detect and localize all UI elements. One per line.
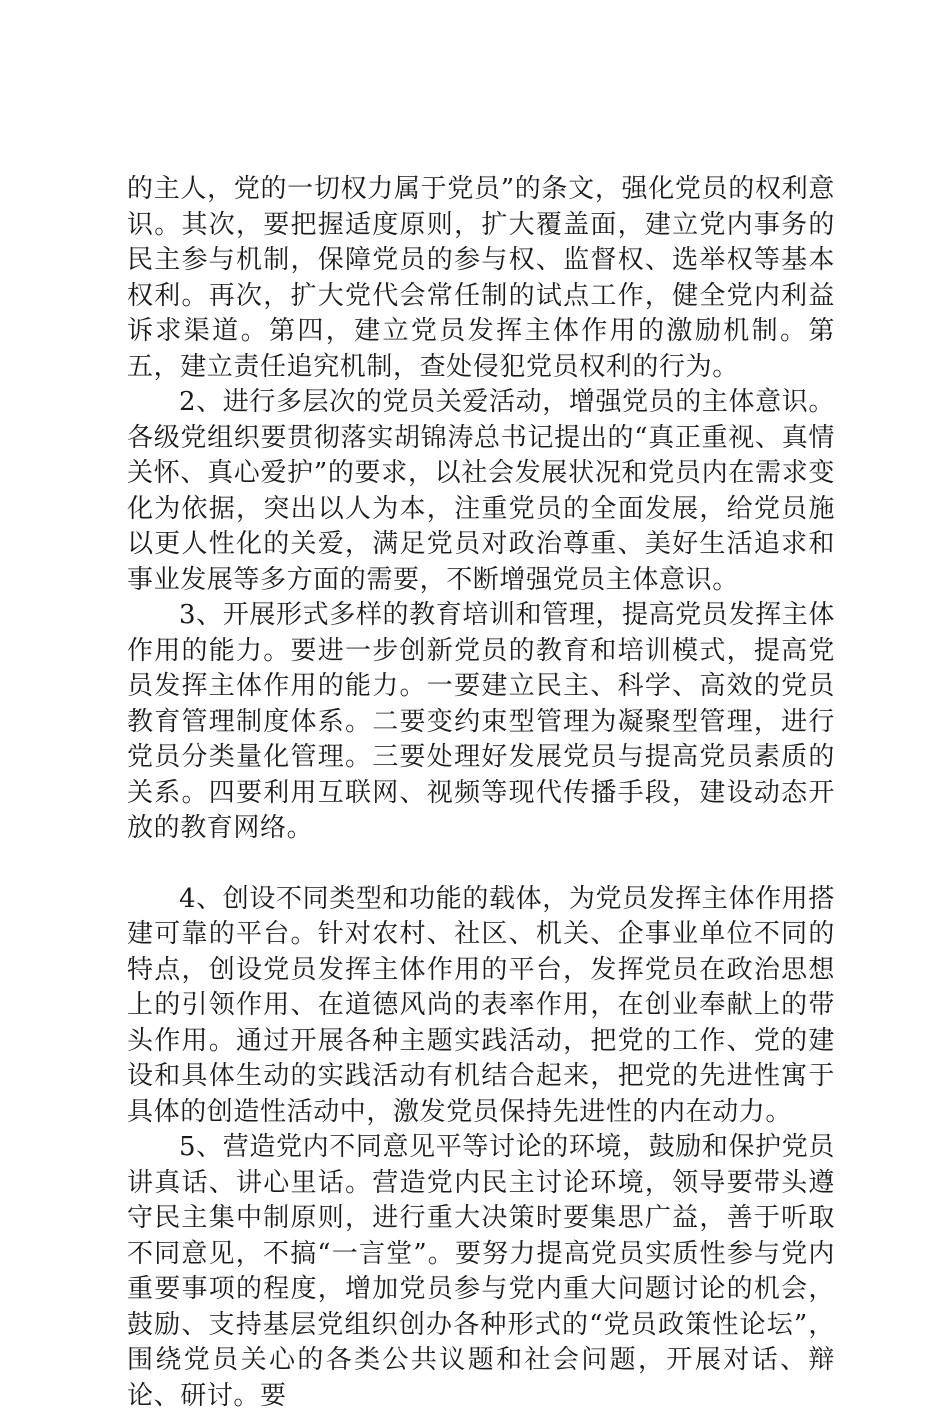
paragraph-item-2: 2、进行多层次的党员关爱活动，增强党员的主体意识。各级党组织要贯彻落实胡锦涛总书记提出的“真正重视、真情关怀、真心爱护”的要求，以社会发展状况和党员内在需求变化为依据，突出以人为本，注重党员的全面发展，给党员施以更人性化的关爱，满足党员对政治尊重、美好生活追求和事业发展等多方面的需要，不断增强党员主体意识。 xyxy=(127,387,835,595)
paragraph-item-3: 3、开展形式多样的教育培训和管理，提高党员发挥主体作用的能力。要进一步创新党员的教育和培训模式，提高党员发挥主体作用的能力。一要建立民主、科学、高效的党员教育管理制度体系。二要变约束型管理为凝聚型管理，进行党员分类量化管理。三要处理好发展党员与提高党员素质的关系。四要利用互联网、视频等现代传播手段，建设动态开放的教育网络。 xyxy=(127,600,835,843)
paragraph-item-4: 4、创设不同类型和功能的载体，为党员发挥主体作用搭建可靠的平台。针对农村、社区、机关、企事业单位不同的特点，创设党员发挥主体作用的平台，发挥党员在政治思想上的引领作用、在道德风尚的表率作用，在创业奉献上的带头作用。通过开展各种主题实践活动，把党的工作、党的建设和具体生动的实践活动有机结合起来，把党的先进性寓于具体的创造性活动中，激发党员保持先进性的内在动力。 xyxy=(127,883,835,1127)
paragraph-continuation: 的主人，党的一切权力属于党员”的条文，强化党员的权利意识。其次，要把握适度原则，扩大覆盖面，建立党内事务的民主参与机制，保障党员的参与权、监督权、选举权等基本权利。再次，扩大党代会常任制的试点工作，健全党内利益诉求渠道。第四，建立党员发挥主体作用的激励机制。第五，建立责任追究机制，查处侵犯党员权利的行为。 xyxy=(127,174,835,382)
paragraph-item-5: 5、营造党内不同意见平等讨论的环境，鼓励和保护党员讲真话、讲心里话。营造党内民主讨论环境，领导要带头遵守民主集中制原则，进行重大决策时要集思广益，善于听取不同意见，不搞“一言堂”。要努力提高党员实质性参与党内重要事项的程度，增加党员参与党内重大问题讨论的机会，鼓励、支持基层党组织创办各种形式的“党员政策性论坛”，围绕党员关心的各类公共议题和社会问题，开展对话、辩论、研讨。要 xyxy=(127,1132,835,1411)
body-text xyxy=(127,172,835,1414)
